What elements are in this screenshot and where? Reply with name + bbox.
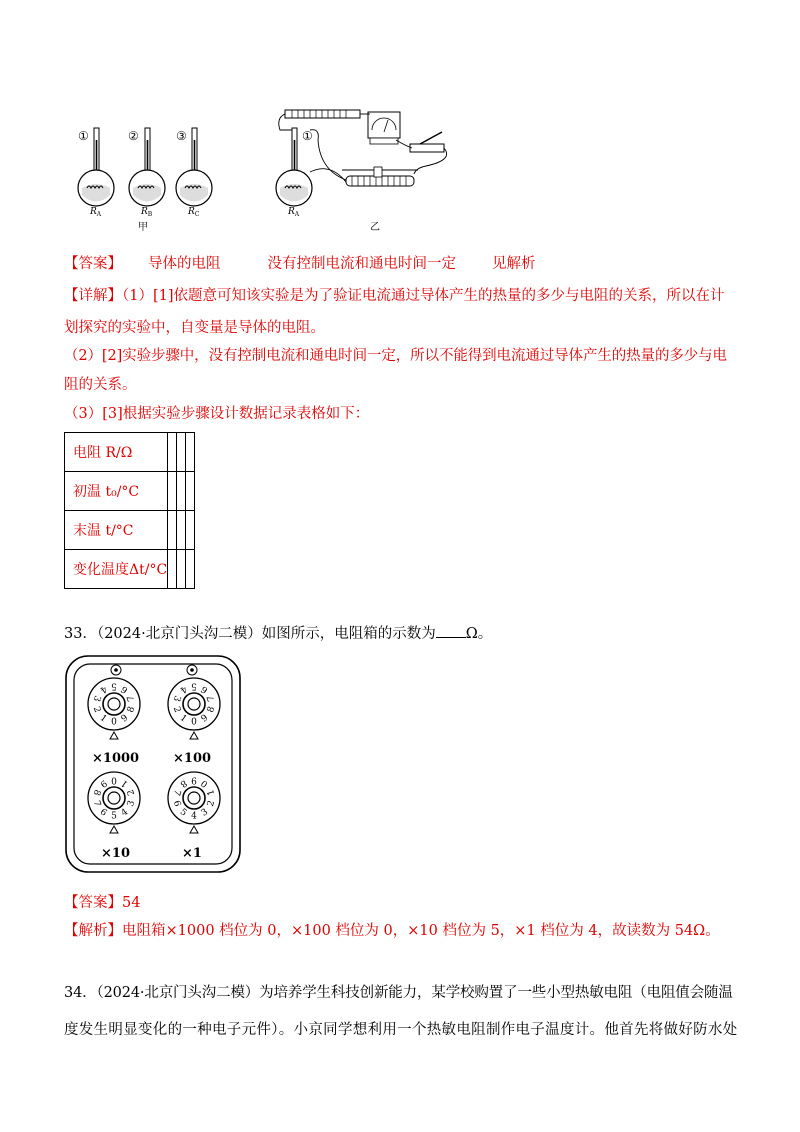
dial-digit: 3 (199, 807, 211, 819)
dial-digit: 9 (97, 777, 109, 789)
dial-digit: 7 (125, 694, 138, 703)
dial-digit: 4 (191, 811, 197, 822)
dial-digit: 5 (111, 680, 117, 691)
multiplier-x1000: ×1000 (92, 751, 140, 766)
answer-33-tag: 【答案】 (64, 895, 122, 911)
answer-blank (436, 623, 466, 638)
detail-32-line-1: 【详解】（1）[1]依题意可知该实验是为了验证电流通过导体产生的热量的多少与电阻的关系，所以在计 (64, 288, 725, 304)
detail-32-line-5: （3）[3]根据实验步骤设计数据记录表格如下： (64, 406, 370, 422)
flask-1-label: ① (78, 129, 89, 143)
dial-digit: 0 (111, 717, 117, 728)
dial-digit: 1 (205, 788, 218, 797)
dial-digit: 1 (119, 777, 131, 789)
question-33-text: 33．（2024·北京门头沟二模）如图所示，电阻箱的示数为 (64, 626, 436, 642)
dial-digit: 6 (199, 683, 211, 695)
dial-digit: 8 (125, 705, 138, 714)
answer-tag: 【答案】 (64, 256, 122, 272)
analysis-33-tag: 【解析】 (64, 923, 122, 939)
multiplier-x1: ×1 (182, 846, 202, 861)
resistor-b-label: $R_B$ (141, 207, 153, 218)
dial-digit: 5 (111, 811, 117, 822)
flask-3-label: ③ (176, 129, 187, 143)
dial-digit: 2 (90, 705, 103, 714)
multiplier-x10: ×10 (101, 846, 130, 861)
dial-digit: 4 (119, 807, 131, 819)
terminal-right-icon (187, 665, 197, 675)
dial-digit: 2 (125, 788, 138, 797)
dial-digit: 0 (199, 777, 211, 789)
flask-yi-label: ① (302, 129, 313, 143)
multiplier-x100: ×100 (173, 751, 212, 766)
dial-digit: 7 (90, 799, 103, 808)
dial-digit: 8 (205, 705, 218, 714)
dial-digit: 7 (170, 788, 183, 797)
circuit-diagram (276, 110, 447, 233)
caption-yi: 乙 (370, 222, 380, 233)
table-row (65, 433, 195, 472)
answer-32 (64, 254, 536, 274)
analysis-33-text: 电阻箱×1000 档位为 0，×100 档位为 0，×10 档位为 5，×1 档位为 4，故读数为 54Ω。 (122, 923, 720, 939)
table-cell: 电阻 R/Ω (65, 433, 168, 472)
dial-digit: 2 (170, 705, 183, 714)
dial-digit: 3 (90, 694, 103, 703)
answer-part-1: 导体的电阻 (148, 256, 221, 272)
table-row (65, 550, 195, 589)
resistor-yi-label: $R_A$ (288, 207, 300, 218)
data-record-table (64, 432, 195, 589)
answer-33-value: 54 (122, 895, 141, 911)
dial-digit: 5 (177, 807, 189, 819)
dial-digit: 1 (177, 713, 189, 725)
analysis-33 (64, 921, 720, 941)
flask-2-label: ② (128, 129, 139, 143)
resistance-box-figure (64, 654, 244, 876)
dial-digit: 2 (205, 799, 218, 808)
dial-digit: 3 (125, 799, 138, 808)
answer-part-2: 没有控制电流和通电时间一定 (267, 256, 456, 272)
detail-32-line-3: （2）[2]实验步骤中，没有控制电流和通电时间一定，所以不能得到电流通过导体产生的热量的多少与电 (64, 348, 727, 364)
question-33 (64, 623, 492, 644)
resistor-a-label: $R_A$ (90, 207, 102, 218)
dial-digit: 6 (170, 799, 183, 808)
answer-part-3: 见解析 (492, 256, 536, 272)
dial-digit: 7 (205, 694, 218, 703)
dial-digit: 4 (177, 683, 189, 695)
flask-2 (128, 128, 165, 206)
table-cell: 初温 t₀/°C (65, 472, 168, 511)
table-cell: 变化温度Δt/°C (65, 550, 168, 589)
detail-tag: 【详解】 (64, 288, 122, 304)
terminal-left-icon (111, 665, 121, 675)
table-row (65, 472, 195, 511)
dial-digit: 0 (111, 774, 117, 785)
dial-digit: 4 (97, 683, 109, 695)
dial-digit: 6 (97, 807, 109, 819)
question-34-line-1: 34．（2024·北京门头沟二模）为培养学生科技创新能力，某学校购置了一些小型热敏电阻（电阻值会随温 (64, 985, 733, 1001)
question-34-line-2: 度发生明显变化的一种电子元件）。小京同学想利用一个热敏电阻制作电子温度计。他首先将做好防水处 (64, 1022, 738, 1038)
resistor-c-label: $R_C$ (188, 207, 200, 218)
dial-digit: 5 (191, 680, 197, 691)
detail-32-line-4: 阻的关系。 (64, 377, 137, 393)
dial-digit: 9 (199, 713, 211, 725)
dial-digit: 8 (177, 777, 189, 789)
experiment-figure (70, 100, 470, 235)
flask-1 (78, 128, 114, 206)
detail-32-line-2: 划探究的实验中，自变量是导体的电阻。 (64, 320, 325, 336)
dial-digit: 1 (97, 713, 109, 725)
caption-jia: 甲 (138, 222, 148, 233)
dial-digit: 3 (170, 694, 183, 703)
dial-digit: 0 (191, 717, 197, 728)
dial-digit: 9 (191, 774, 197, 785)
table-row (65, 511, 195, 550)
table-cell: 末温 t/°C (65, 511, 168, 550)
dial-digit: 8 (90, 788, 103, 797)
flask-3 (176, 128, 212, 206)
dial-digit: 6 (119, 683, 131, 695)
question-33-unit: Ω。 (465, 626, 493, 642)
dial-digit: 9 (119, 713, 131, 725)
answer-33 (64, 893, 140, 913)
